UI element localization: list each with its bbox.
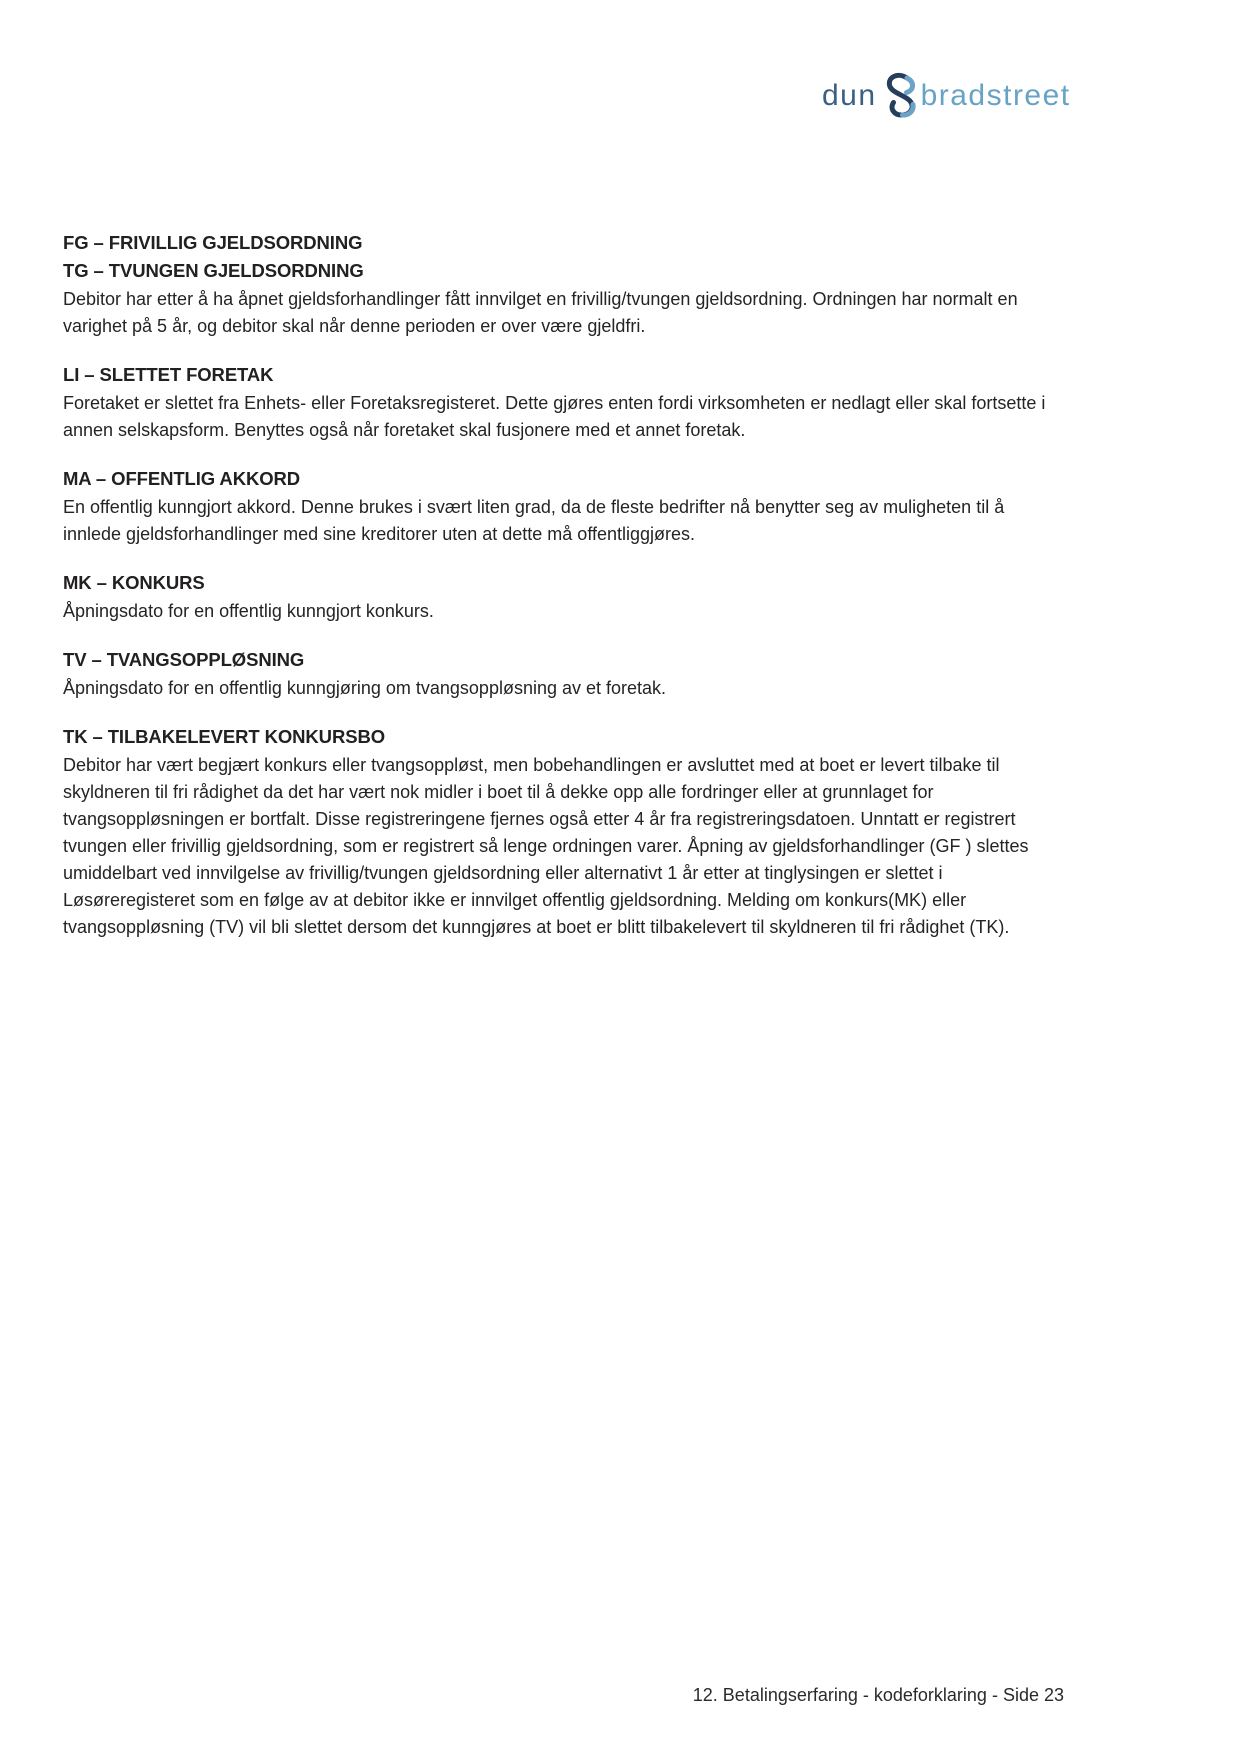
code-heading-ma: MA – OFFENTLIG AKKORD bbox=[63, 468, 301, 489]
dnb-logo bbox=[822, 70, 1071, 122]
code-heading-li: LI – SLETTET FORETAK bbox=[63, 364, 274, 385]
code-description: Åpningsdato for en offentlig kunngjort konkurs. bbox=[63, 601, 434, 621]
page-footer: 12. Betalingserfaring - kodeforklaring - Side 23 bbox=[692, 1685, 1064, 1705]
code-heading-tg: TG – TVUNGEN GJELDSORDNING bbox=[63, 260, 364, 281]
section-fg-tg bbox=[63, 229, 1064, 340]
content bbox=[63, 229, 1064, 962]
code-heading-fg: FG – FRIVILLIG GJELDSORDNING bbox=[63, 232, 363, 253]
section-mk bbox=[63, 569, 1064, 625]
code-heading-tk: TK – TILBAKELEVERT KONKURSBO bbox=[63, 726, 385, 747]
code-description: En offentlig kunngjort akkord. Denne brukes i svært liten grad, da de fleste bedrifter nå benytter seg av muligheten til å innlede gjeldsforhandlinger med sine kreditorer uten at dette må offentliggjøres. bbox=[63, 497, 1005, 544]
code-description: Foretaket er slettet fra Enhets- eller Foretaksregisteret. Dette gjøres enten fordi virksomheten er nedlagt eller skal fortsette i annen selskapsform. Benyttes også når foretaket skal fusjonere med et annet foretak. bbox=[63, 393, 1046, 440]
logo-text-dun: dun bbox=[822, 79, 877, 112]
section-li bbox=[63, 361, 1064, 444]
logo-text-bradstreet: bradstreet bbox=[920, 79, 1071, 112]
code-description: Debitor har vært begjært konkurs eller tvangsoppløst, men bobehandlingen er avsluttet med at boet er levert tilbake til skyldneren til fri rådighet da det har vært nok midler i boet til å dekke opp alle fordringer eller at grunnlaget for tvangsoppløsningen er bortfalt. Disse registreringene fjernes også etter 4 år fra registreringsdatoen. Unntatt er registrert tvungen eller frivillig gjeldsordning, som er registrert så lenge ordningen varer. Åpning av gjeldsforhandlinger (GF ) slettes umiddelbart ved innvilgelse av frivillig/tvungen gjeldsordning eller alternativt 1 år etter at tinglysingen er slettet i Løsøreregisteret som en følge av at debitor ikke er innvilget offentlig gjeldsordning. Melding om konkurs(MK) eller tvangsoppløsning (TV) vil bli slettet dersom det kunngjøres at boet er blitt tilbakelevert til skyldneren til fri rådighet (TK). bbox=[63, 755, 1029, 937]
code-heading-tv: TV – TVANGSOPPLØSNING bbox=[63, 649, 305, 670]
ampersand-icon bbox=[880, 71, 920, 119]
code-heading-mk: MK – KONKURS bbox=[63, 572, 205, 593]
code-description: Åpningsdato for en offentlig kunngjøring om tvangsoppløsning av et foretak. bbox=[63, 678, 667, 698]
section-tk bbox=[63, 723, 1064, 941]
code-description: Debitor har etter å ha åpnet gjeldsforhandlinger fått innvilget en frivillig/tvungen gjeldsordning. Ordningen har normalt en varighet på 5 år, og debitor skal når denne perioden er over være gjeldfri. bbox=[63, 289, 1018, 336]
section-ma bbox=[63, 465, 1064, 548]
section-tv bbox=[63, 646, 1064, 702]
